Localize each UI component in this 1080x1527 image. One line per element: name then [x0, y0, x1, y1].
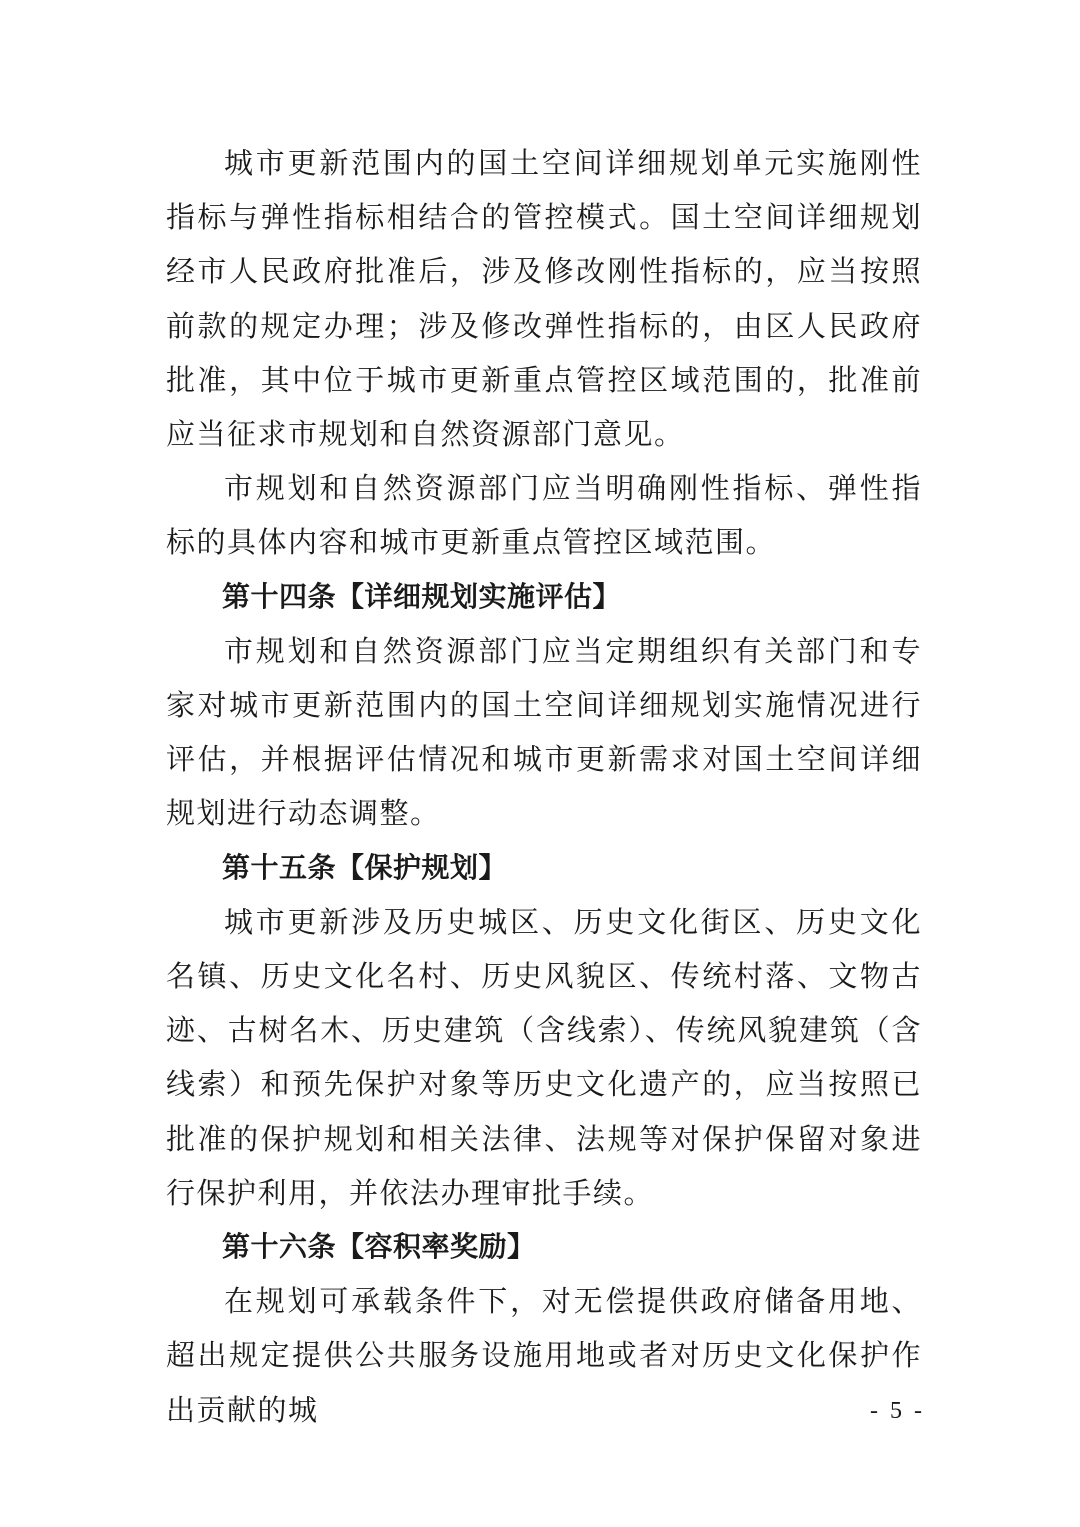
paragraph-plan-evaluation: 市规划和自然资源部门应当定期组织有关部门和专家对城市更新范围内的国土空间详细规划实施情况进行评估，并根据评估情况和城市更新需求对国土空间详细规划进行动态调整。 — [166, 633, 922, 831]
paragraph-control-mode: 城市更新范围内的国土空间详细规划单元实施刚性指标与弹性指标相结合的管控模式。国土空间详细规划经市人民政府批准后，涉及修改刚性指标的，应当按照前款的规定办理；涉及修改弹性指标的，由区人民政府批准，其中位于城市更新重点管控区域范围的，批准前应当征求市规划和自然资源部门意见。 — [166, 146, 922, 452]
page-number: - 5 - — [870, 1398, 925, 1424]
document-body — [166, 136, 922, 1437]
article-14-heading: 第十四条【详细规划实施评估】 — [222, 579, 622, 613]
paragraph-heritage-protection: 城市更新涉及历史城区、历史文化街区、历史文化名镇、历史文化名村、历史风貌区、传统村落、文物古迹、古树名木、历史建筑（含线索）、传统风貌建筑（含线索）和预先保护对象等历史文化遗产的，应当按照已批准的保护规划和相关法律、法规等对保护保留对象进行保护利用，并依法办理审批手续。 — [166, 904, 922, 1210]
paragraph-plot-ratio-reward: 在规划可承载条件下，对无偿提供政府储备用地、超出规定提供公共服务设施用地或者对历史文化保护作出贡献的城 — [166, 1284, 922, 1427]
paragraph-indicator-content: 市规划和自然资源部门应当明确刚性指标、弹性指标的具体内容和城市更新重点管控区域范围。 — [166, 471, 922, 560]
article-16-heading: 第十六条【容积率奖励】 — [222, 1230, 536, 1264]
article-15-heading: 第十五条【保护规划】 — [222, 850, 508, 884]
